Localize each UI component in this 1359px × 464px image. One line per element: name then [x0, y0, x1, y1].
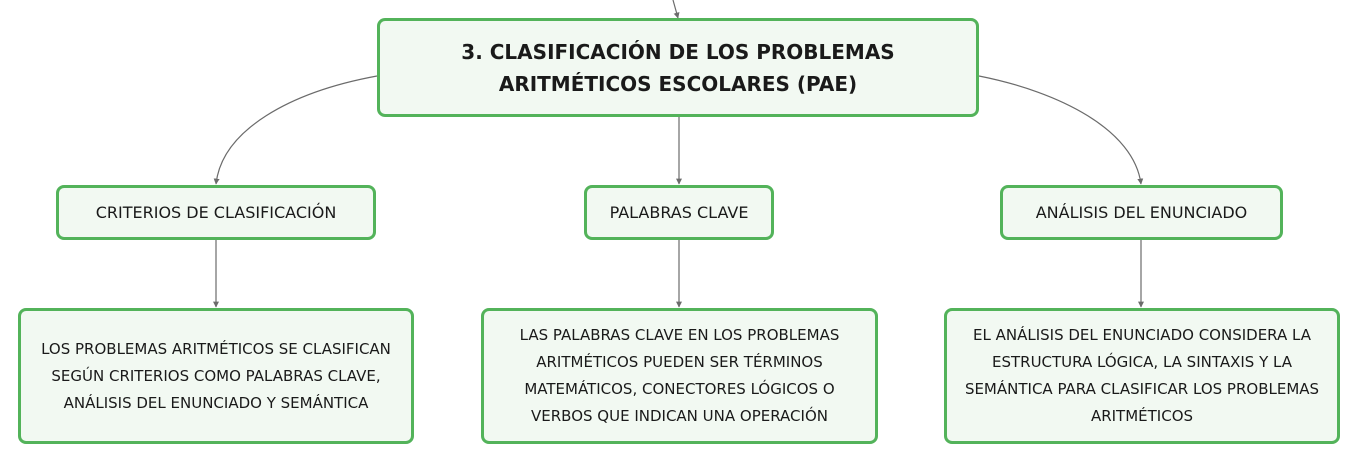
root-topic-node[interactable]	[377, 18, 979, 117]
connector-incoming	[673, 0, 678, 18]
connector-root-to-analisis	[979, 76, 1141, 184]
detail-text-palabras-clave: LAS PALABRAS CLAVE EN LOS PROBLEMAS ARITMÉTICOS PUEDEN SER TÉRMINOS MATEMÁTICOS, CONECTORES LÓGICOS O VERBOS QUE INDICAN UNA OPERACIÓN	[519, 326, 840, 425]
detail-node-palabras-clave[interactable]	[481, 308, 878, 444]
connector-root-to-criterios	[216, 76, 377, 184]
detail-text-analisis: EL ANÁLISIS DEL ENUNCIADO CONSIDERA LA ESTRUCTURA LÓGICA, LA SINTAXIS Y LA SEMÁNTICA PARA CLASIFICAR LOS PROBLEMAS ARITMÉTICOS	[964, 326, 1320, 425]
topic-label-criterios: CRITERIOS DE CLASIFICACIÓN	[95, 202, 337, 222]
topic-node-analisis[interactable]	[1000, 185, 1283, 240]
detail-node-criterios[interactable]	[18, 308, 414, 444]
topic-node-palabras-clave[interactable]	[584, 185, 774, 240]
topic-node-criterios[interactable]	[56, 185, 376, 240]
detail-node-analisis[interactable]	[944, 308, 1340, 444]
topic-label-analisis: ANÁLISIS DEL ENUNCIADO	[1035, 202, 1248, 222]
topic-label-palabras-clave: PALABRAS CLAVE	[609, 202, 749, 222]
detail-text-criterios: LOS PROBLEMAS ARITMÉTICOS SE CLASIFICAN SEGÚN CRITERIOS COMO PALABRAS CLAVE, ANÁLISIS DEL ENUNCIADO Y SEMÁNTICA	[41, 339, 391, 412]
root-topic-label: 3. CLASIFICACIÓN DE LOS PROBLEMAS ARITMÉTICOS ESCOLARES (PAE)	[461, 39, 895, 96]
